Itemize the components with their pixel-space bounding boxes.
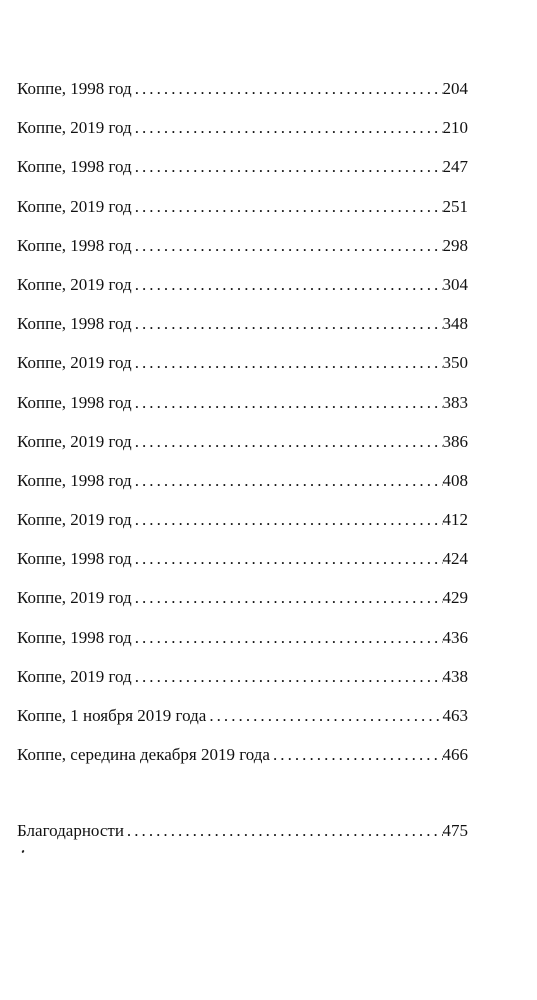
toc-entry[interactable] xyxy=(17,469,468,508)
toc-entry-title: Коппе, 2019 год xyxy=(17,274,132,294)
toc-entry-title: Коппе, 2019 год xyxy=(17,666,132,686)
toc-entry[interactable] xyxy=(17,116,468,155)
toc-entry-title: Коппе, 1998 год xyxy=(17,79,132,98)
toc-entry-title: Коппе, 2019 год xyxy=(17,588,132,608)
toc-entry[interactable] xyxy=(17,351,468,390)
dot-leader xyxy=(132,586,443,610)
dot-leader xyxy=(132,430,443,454)
toc-entry[interactable] xyxy=(17,665,468,704)
toc-entry-page: 304 xyxy=(442,274,468,294)
toc-entry-title: Коппе, 1998 год xyxy=(17,314,132,334)
dot-leader xyxy=(132,351,443,375)
toc-entry-page: 408 xyxy=(442,470,468,490)
toc-entry-title: Коппе, 1998 год xyxy=(17,549,132,569)
toc-entry-title: Коппе, 2019 год xyxy=(17,353,132,373)
toc-entry-page: 383 xyxy=(442,392,468,412)
toc-entry-page: 466 xyxy=(442,745,468,765)
dot-leader xyxy=(132,469,443,493)
dot-leader xyxy=(132,77,443,101)
dot-leader xyxy=(132,547,443,571)
dot-leader xyxy=(132,391,443,415)
toc-entry[interactable] xyxy=(17,234,468,273)
toc-entry-title: Коппе, 1998 год xyxy=(17,235,132,255)
toc-entry-acknowledgements[interactable] xyxy=(17,819,468,858)
toc-entry-page: 436 xyxy=(442,627,468,647)
toc-entry-page: 438 xyxy=(442,666,468,686)
dot-leader xyxy=(132,626,443,650)
toc-entry[interactable] xyxy=(17,586,468,625)
dot-leader xyxy=(132,195,443,219)
toc-entry-page: 386 xyxy=(442,431,468,451)
table-of-contents xyxy=(17,77,468,859)
toc-entry-page: 424 xyxy=(442,549,468,569)
toc-entry-title: Коппе, 2019 год xyxy=(17,118,132,138)
toc-entry-page: 463 xyxy=(442,706,468,725)
toc-entry[interactable] xyxy=(17,155,468,194)
dot-leader xyxy=(124,819,443,843)
toc-entry[interactable] xyxy=(17,743,468,782)
dot-leader xyxy=(206,704,442,728)
toc-entry-title: Коппе, середина декабря 2019 года xyxy=(17,745,270,765)
toc-entry-page: 348 xyxy=(442,314,468,334)
dot-leader xyxy=(270,743,443,767)
toc-entry-page: 251 xyxy=(442,196,468,216)
toc-entry[interactable] xyxy=(17,626,468,665)
dot-leader xyxy=(132,116,443,140)
toc-entry-title: Коппе, 1998 год xyxy=(17,470,132,490)
toc-entry[interactable] xyxy=(17,312,468,351)
dot-leader xyxy=(132,273,443,297)
toc-entry-page: 298 xyxy=(442,235,468,255)
toc-entry[interactable] xyxy=(17,273,468,312)
toc-entry-page: 412 xyxy=(442,510,468,530)
toc-entry[interactable] xyxy=(17,391,468,430)
toc-entry-page: 475 xyxy=(442,821,468,841)
toc-entry-title: Коппе, 1998 год xyxy=(17,627,132,647)
toc-entry-page: 429 xyxy=(442,588,468,608)
toc-entry-title: Благодарности xyxy=(17,821,124,841)
dot-leader xyxy=(132,312,443,336)
toc-entry[interactable] xyxy=(17,430,468,469)
toc-entry[interactable] xyxy=(17,508,468,547)
toc-entry-title: Коппе, 1998 год xyxy=(17,157,132,177)
toc-entry[interactable] xyxy=(17,704,468,743)
toc-entry-title: Коппе, 2019 год xyxy=(17,196,132,216)
dot-leader xyxy=(132,665,443,689)
toc-entry-title: Коппе, 2019 год xyxy=(17,431,132,451)
toc-entry-title: Коппе, 2019 год xyxy=(17,510,132,530)
toc-entry-page: 210 xyxy=(442,118,468,138)
toc-entry-page: 350 xyxy=(442,353,468,373)
section-gap xyxy=(17,782,468,819)
toc-entry-page: 247 xyxy=(442,157,468,177)
dot-leader xyxy=(132,234,443,258)
toc-entry[interactable] xyxy=(17,547,468,586)
dot-leader xyxy=(132,155,443,179)
toc-entry-page: 204 xyxy=(442,79,468,98)
dot-leader xyxy=(132,508,443,532)
toc-entry-title: Коппе, 1 ноября 2019 года xyxy=(17,706,207,725)
toc-entry-title: Коппе, 1998 год xyxy=(17,392,132,412)
toc-entry[interactable] xyxy=(17,195,468,234)
toc-entry[interactable] xyxy=(17,77,468,116)
